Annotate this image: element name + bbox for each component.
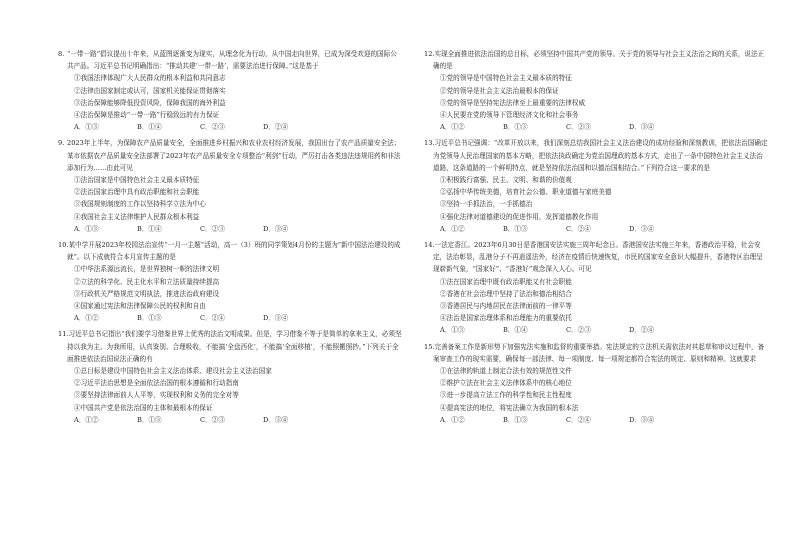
choice-d[interactable]: D．②④ (629, 326, 655, 335)
right-column (424, 48, 769, 430)
answer-choices (424, 223, 769, 235)
question-stem: 13.习近平总书记强调：“改革开放以来，我们深刻总结我国社会主义法治建设的成功经验和深刻教训，把依法治国确定为党领导人民治理国家的基本方略，把依法执政确定为党治国理政的基本方式，走出了一条中国特色社会主义法治道路，这条道路的一个鲜明特点，就是坚持依法治国和以德治国相结合。”下列符合这一要求的是 (424, 139, 768, 172)
choice-a[interactable]: A．①③ (74, 224, 99, 233)
option-4: ④提高宪法的地位，将宪法确立为我国的根本法 (440, 403, 579, 412)
choice-c[interactable]: C．②③ (200, 224, 225, 233)
choice-c[interactable]: C．②③ (200, 415, 225, 424)
choice-b[interactable]: B．①③ (503, 123, 528, 132)
answer-choices (58, 121, 403, 133)
answer-choices (424, 324, 769, 336)
option-2: ②香港在社会治理中坚持了法治和德治相结合 (440, 289, 572, 298)
choice-b[interactable]: B．①④ (137, 123, 162, 132)
option-1: ①法在国家治理中既有政治职能又有社会职能 (440, 277, 572, 286)
option-3: ③法治保障能够降低投资风险，保障我国的海外利益 (74, 98, 226, 107)
option-2: ②党的领导是社会主义法治最根本的保证 (440, 86, 559, 95)
choice-b[interactable]: B．①④ (503, 326, 528, 335)
question-stem: 8. “一带一路”倡议提出十年来，从蓝图逐渐变为现实，从理念化为行动，从中国走向世界，已成为深受欢迎的国际公共产品。习近平总书记明确指出：“推动共建‘一带一路’，需要法治进行保障。”这是基于 (58, 50, 397, 71)
choice-a[interactable]: A．①② (440, 224, 465, 233)
choice-c[interactable]: C．②④ (566, 224, 591, 233)
question-stem: 9. 2023年上半年，为保障农产品质量安全，全面推进乡村振兴和农业农村经济发展，我国出台了农产品质量安全法；某市依据农产品质量安全法部署了2023年农产品质量安全专项整治“利剑”行动，严厉打击各类违法违规用药和非法添加行为……由此可见 (58, 139, 401, 172)
question-10 (58, 239, 403, 324)
question-stem: 12.实现全面推进依法治国的总目标，必须坚持中国共产党的领导。关于党的领导与社会主义法治之间的关系，说法正确的是 (424, 50, 765, 71)
option-3: ③要坚持法律面前人人平等，实现权利和义务的完全对等 (74, 391, 239, 400)
option-2: ②法律由国家制定或认可，国家机关能保证贯彻落实 (74, 86, 226, 95)
option-2: ②法治国家治理中具有政治职能和社会职能 (74, 188, 200, 197)
choice-a[interactable]: A．①③ (74, 123, 99, 132)
option-2: ②维护立法在社会主义法律体系中的核心地位 (440, 379, 572, 388)
option-2: ②弘扬中华传统美德，培育社会公德、职业道德与家庭美德 (440, 188, 612, 197)
option-1: ①我国法律体现广大人民群众的根本利益和共同意志 (74, 74, 226, 83)
choice-d[interactable]: D．③④ (263, 415, 289, 424)
option-2: ②习近平法治思想是全面依法治国的根本遵循和行动指南 (74, 379, 239, 388)
option-3: ③党的领导是坚持宪法法律至上最重要的法律权威 (440, 98, 586, 107)
choice-d[interactable]: D．②④ (263, 123, 289, 132)
option-4: ④法治是国家治理体系和治理能力的重要依托 (440, 314, 572, 323)
choice-a[interactable]: A．①② (440, 123, 465, 132)
answer-choices (424, 121, 769, 133)
option-1: ①中华法系源远流长，是世界独树一帜的法律文明 (74, 265, 220, 274)
answer-choices (424, 414, 769, 426)
choice-c[interactable]: C．②③ (566, 123, 591, 132)
choice-b[interactable]: B．①③ (503, 415, 528, 424)
question-15 (424, 341, 769, 426)
choice-c[interactable]: C．②④ (200, 314, 225, 323)
choice-b[interactable]: B．①③ (137, 314, 162, 323)
choice-b[interactable]: B．①③ (137, 415, 162, 424)
option-4: ④人民要在党的领导下管理经济文化和社会事务 (440, 111, 579, 120)
option-1: ①在法律的轨道上制定合法有效的规范性文件 (440, 367, 572, 376)
choice-d[interactable]: D．③④ (629, 224, 655, 233)
question-14 (424, 239, 769, 337)
option-4: ④法治保障是推动“一带一路”行稳致远的有力保证 (74, 111, 220, 120)
left-column (58, 48, 403, 430)
option-4: ④强化法律对道德建设的促进作用，发挥道德教化作用 (440, 212, 599, 221)
choice-d[interactable]: D．③④ (629, 123, 655, 132)
option-1: ①法治国家是中国特色社会主义最本质特征 (74, 176, 200, 185)
question-11 (58, 328, 403, 426)
choice-c[interactable]: C．②③ (566, 326, 591, 335)
option-4: ④国家通过宪法和法律保障公民的权利和自由 (74, 302, 206, 311)
question-stem: 14.一法定香江。2023年6月30日是香港国安法实施三周年纪念日。香港国安法实施三年来，香港政治平稳，社会安定，法治彰显，乱港分子不再逍遥法外，经济在疫情后快速恢复，市民的国家安全意识大幅提升，香港特区治理呈现崭新气象，“国家好”、“香港好”观念深入人心。可见 (424, 241, 763, 274)
question-9 (58, 137, 403, 235)
question-stem: 15.完善备案工作是新形势下加强宪法实施和监督的重要举措。宪法规定的立法机关需依法对其起草和审议过程中，备案审查工作的现实需要，确保每一部法律、每一项制度、每一项规定都符合宪法的规定、原则和精神。这就要求 (424, 342, 765, 363)
choice-a[interactable]: A．①② (440, 415, 465, 424)
question-12 (424, 48, 769, 133)
question-13 (424, 137, 769, 235)
option-3: ③香港居民与内地居民在法律面前的一律平等 (440, 302, 572, 311)
choice-a[interactable]: A．①② (74, 415, 99, 424)
choice-c[interactable]: C．②④ (566, 415, 591, 424)
choice-a[interactable]: A．①② (74, 314, 99, 323)
answer-choices (58, 223, 403, 235)
choice-b[interactable]: B．①④ (137, 224, 162, 233)
option-1: ①党的领导是中国特色社会主义最本质的特征 (440, 74, 572, 83)
choice-d[interactable]: D．③④ (263, 224, 289, 233)
option-4: ④我国社会主义法律维护人民群众根本利益 (74, 212, 200, 221)
option-1: ①总目标是建设中国特色社会主义法治体系、建设社会主义法治国家 (74, 367, 272, 376)
option-1: ①积极践行富强、民主、文明、和谐的价值观 (440, 176, 572, 185)
option-3: ③进一步提高立法工作的科学性和民主性程度 (440, 391, 572, 400)
option-4: ④中国共产党是依法治国的主体和最根本的保证 (74, 403, 213, 412)
answer-choices (58, 312, 403, 324)
question-stem: 10.某中学开展2023年校园法治宣传“一月一主题”活动，高一（3）班的同学策划4月份的主题为“新中国法治建设的成就”。以下成就符合本月宣传主题的是 (58, 241, 401, 262)
answer-choices (58, 414, 403, 426)
question-stem: 11.习近平总书记指出“我们要学习借鉴世界上优秀的法治文明成果。但是，学习借鉴不等于是简单的拿来主义，必须坚持以我为主、为我所用，认真鉴别、合理吸收，不能搞‘全盘西化’，不能搞‘全面移植’，不能照搬照抄。”下列关于全面推进依法治国说法正确的有 (58, 330, 402, 363)
choice-a[interactable]: A．①③ (440, 326, 465, 335)
option-2: ②立法的科学化、民主化水平和立法质量持续提高 (74, 277, 220, 286)
choice-d[interactable]: D．③④ (629, 415, 655, 424)
choice-d[interactable]: D．③④ (263, 314, 289, 323)
question-8 (58, 48, 403, 133)
choice-b[interactable]: B．①③ (503, 224, 528, 233)
option-3: ③行政机关严格规范文明执法，推进法治政府建设 (74, 289, 220, 298)
choice-c[interactable]: C．②③ (200, 123, 225, 132)
option-3: ③我国规则制度的工作以坚持科学立法为中心 (74, 200, 206, 209)
option-3: ③坚持一手抓法治，一手抓德治 (440, 200, 533, 209)
